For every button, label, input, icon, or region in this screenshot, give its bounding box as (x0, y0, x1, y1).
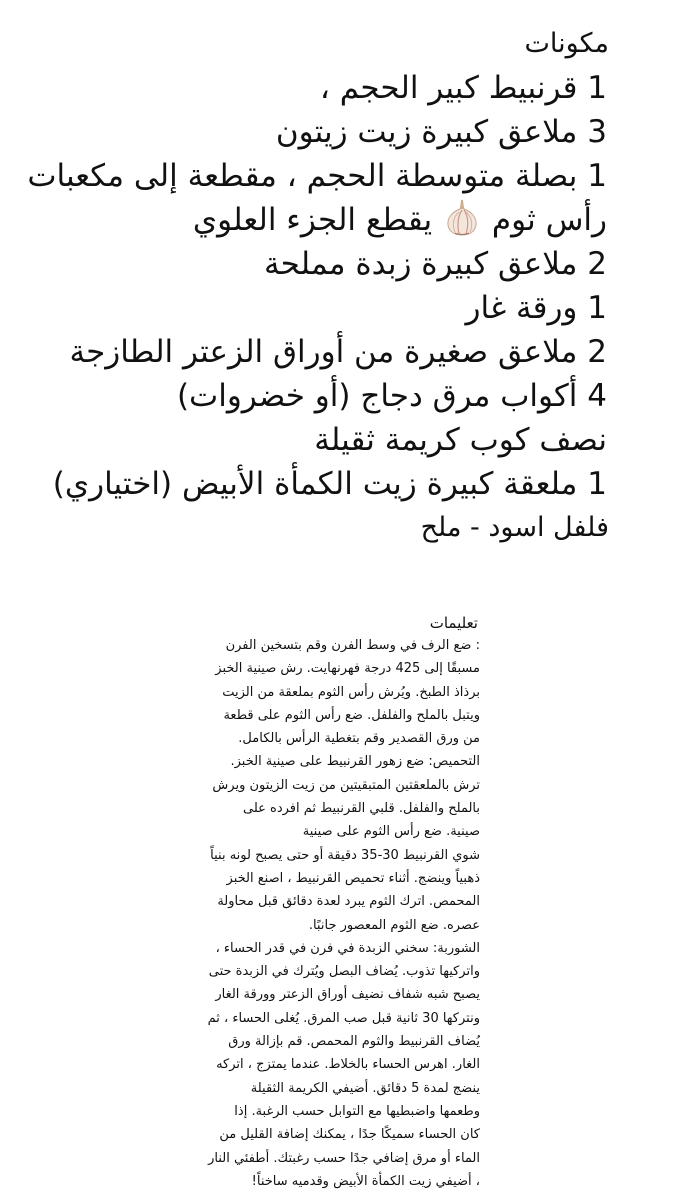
instruction-line: الماء أو مرق إضافي جدًا حسب رغبتك. أطفئي النار (208, 1150, 480, 1166)
ingredient-item: 1 ملعقة كبيرة زيت الكمأة الأبيض (اختياري) (52, 466, 607, 502)
ingredient-item-garlic (7, 198, 607, 242)
instruction-line: ترش بالملعقتين المتبقيتين من زيت الزيتون ويرش (212, 777, 480, 793)
instruction-line: صينية. ضع رأس الثوم على صينية (302, 824, 480, 840)
instruction-line: بالملح والفلفل. قلبي القرنبيط ثم افرده على (243, 801, 480, 817)
instructions-title: تعليمات (429, 614, 478, 632)
ingredient-item: 2 ملاعق كبيرة زبدة مملحة (264, 246, 607, 282)
instruction-line: ، أضيفي زيت الكمأة الأبيض وقدميه ساخناً! (251, 1173, 480, 1189)
instructions-section (200, 612, 480, 1193)
ingredient-item: 4 أكواب مرق دجاج (أو خضروات) (176, 378, 607, 414)
instruction-line: الشوربة: سخني الزبدة في فرن في قدر الحساء ، (215, 940, 480, 956)
instruction-line: الغار. اهرس الحساء بالخلاط. عندما يمتزج ، اتركه (216, 1057, 480, 1073)
ingredient-item: نصف كوب كريمة ثقيلة (314, 422, 607, 458)
instruction-line: كان الحساء سميكًا جدًا ، يمكنك إضافة القليل من (219, 1127, 480, 1143)
ingredient-item: فلفل اسود - ملح (420, 512, 609, 543)
instruction-line: شوي القرنبيط 30-35 دقيقة أو حتى يصبح لونه بنياً (210, 847, 480, 863)
instruction-line: المحمص. اترك الثوم يبرد لعدة دقائق قبل محاولة (217, 894, 480, 910)
ingredient-item: 1 قرنبيط كبير الحجم ، (319, 70, 607, 106)
ingredient-item: 1 بصلة متوسطة الحجم ، مقطعة إلى مكعبات (27, 158, 607, 194)
ingredient-text: يقطع الجزء العلوي (192, 202, 433, 238)
instruction-line: من ورق القصدير وقم بتغطية الرأس بالكامل. (238, 731, 480, 747)
ingredients-section (7, 22, 607, 550)
instruction-line: مسبقًا إلى 425 درجة فهرنهايت. رش صينية الخبز (215, 661, 480, 677)
instruction-line: : ضع الرف في وسط الفرن وقم بتسخين الفرن (225, 638, 480, 653)
instruction-line: يصبح شبه شفاف نضيف أوراق الزعتر وورقة الغار (215, 987, 480, 1003)
instruction-line: عصره. ضع الثوم المعصور جانبًا. (308, 917, 480, 933)
ingredient-item: 3 ملاعق كبيرة زيت زيتون (275, 114, 607, 150)
ingredient-item: 2 ملاعق صغيرة من أوراق الزعتر الطازجة (69, 334, 607, 370)
instruction-line: برذاذ الطبخ. ويُرش رأس الثوم بملعقة من الزيت (222, 684, 480, 700)
instruction-line: وطعمها واضبطيها مع التوابل حسب الرغبة. إذا (234, 1103, 480, 1119)
instruction-line: ذهبياً وينضج. أثناء تحميص القرنبيط ، اصنع الخبز (226, 870, 480, 886)
instruction-line: التحميص: ضع زهور القرنبيط على صينية الخبز. (230, 754, 480, 770)
ingredient-text: رأس ثوم (491, 202, 607, 238)
instruction-line: ويتبل بالملح والفلفل. ضع رأس الثوم على قطعة (223, 707, 480, 723)
instruction-line: ونتركها 30 ثانية قبل صب المرق. يُغلى الحساء ، ثم (207, 1010, 480, 1026)
ingredients-list (7, 66, 607, 550)
instructions-text (200, 634, 480, 1193)
ingredient-item: 1 ورقة غار (465, 290, 607, 326)
garlic-icon (445, 198, 479, 236)
instruction-line: ينضج لمدة 5 دقائق. أضيفي الكريمة الثقيلة (250, 1080, 480, 1096)
instruction-line: واتركيها تذوب. يُضاف البصل ويُترك في الزبدة حتى (208, 964, 480, 980)
instruction-line: يُضاف القرنبيط والثوم المحمص. قم بإزالة ورق (228, 1034, 480, 1050)
ingredients-title: مكونات (524, 28, 609, 59)
